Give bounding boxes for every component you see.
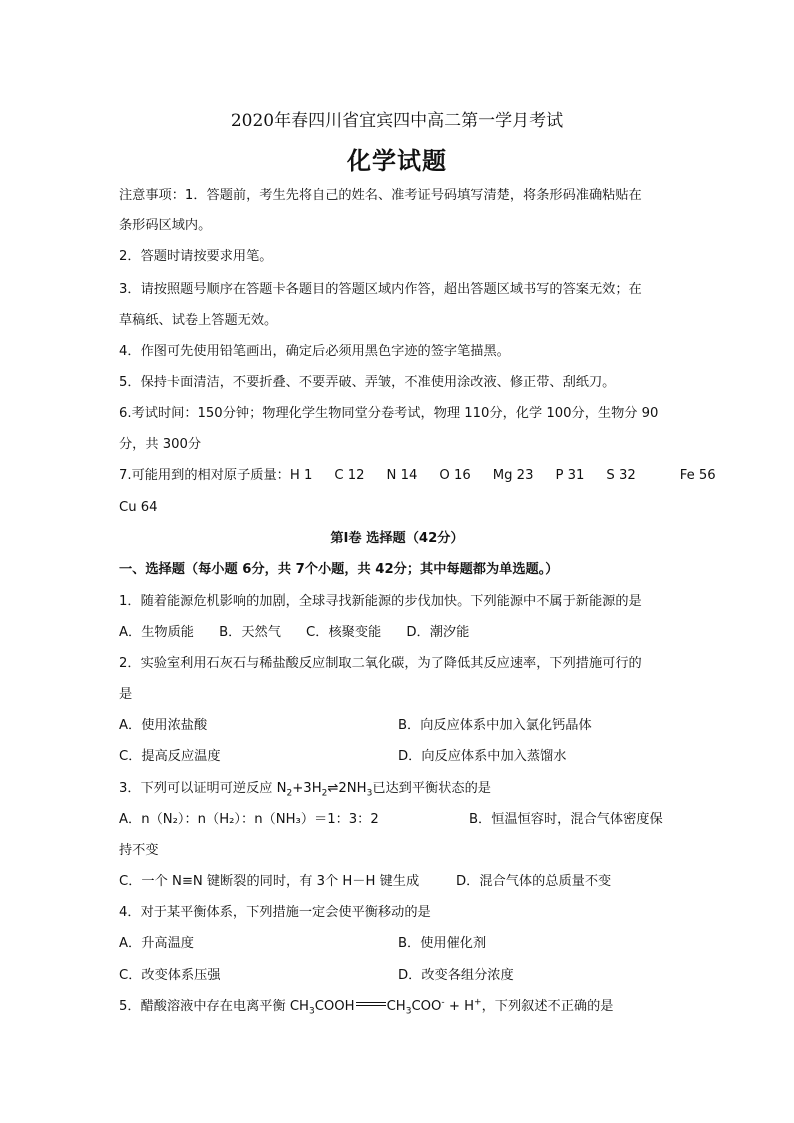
note-7-label: 7.可能用到的相对原子质量：	[119, 468, 290, 483]
atomic-mass-n: N 14	[386, 468, 418, 483]
q3-option-c: C．一个 N≡N 键断裂的同时，有 3个 H－H 键生成	[119, 874, 420, 889]
note-4: 4．作图可先使用铅笔画出，确定后必须用黑色字迹的签字笔描黑。	[119, 344, 510, 359]
notes-intro: 注意事项：1．答题前，考生先将自己的姓名、准考证号码填写清楚，将条形码准确粘贴在	[119, 188, 642, 203]
note-6: 6.考试时间：150分钟；物理化学生物同堂分卷考试，物理 110分，化学 100分，生物分 90	[119, 406, 659, 421]
note-3-cont: 草稿纸、试卷上答题无效。	[119, 313, 278, 328]
q4-stem: 4．对于某平衡体系，下列措施一定会使平衡移动的是	[119, 905, 431, 920]
q2-option-a: A．使用浓盐酸	[119, 718, 208, 733]
q2-options-row1	[119, 717, 679, 735]
q3-stem-pre: 3．下列可以证明可逆反应 N	[119, 781, 287, 796]
q2-option-d: D．向反应体系中加入蒸馏水	[398, 749, 567, 764]
part1-heading: 第Ⅰ卷 选择题（42分）	[330, 531, 464, 546]
note-7	[119, 467, 716, 485]
q3-options-row2	[119, 873, 679, 891]
atomic-mass-o: O 16	[439, 468, 471, 483]
atomic-mass-c: C 12	[334, 468, 365, 483]
q5-stem-post: ，下列叙述不正确的是	[481, 999, 614, 1014]
q2-option-c: C．提高反应温度	[119, 749, 221, 764]
section-title: 一、选择题（每小题 6分，共 7个小题，共 42分；其中每题都为单选题。）	[119, 562, 559, 577]
q3-option-b-cont: 持不变	[119, 843, 159, 858]
q3-option-d: D．混合气体的总质量不变	[456, 874, 612, 889]
note-3: 3．请按照题号顺序在答题卡各题目的答题区域内作答，超出答题区域书写的答案无效；在	[119, 282, 642, 297]
exam-title: 2020年春四川省宜宾四中高二第一学月考试	[230, 111, 564, 131]
q4-option-b: B．使用催化剂	[398, 936, 487, 951]
atomic-mass-fe: Fe 56	[679, 468, 716, 483]
q4-option-d: D．改变各组分浓度	[398, 968, 514, 983]
q3-stem-post: 已达到平衡状态的是	[372, 781, 491, 796]
q2-option-b: B．向反应体系中加入氯化钙晶体	[398, 718, 592, 733]
atomic-mass-p: P 31	[555, 468, 585, 483]
atomic-mass-mg: Mg 23	[492, 468, 534, 483]
q2-stem: 2．实验室利用石灰石与稀盐酸反应制取二氧化碳，为了降低其反应速率，下列措施可行的	[119, 656, 642, 671]
q2-options-row2	[119, 748, 679, 766]
q3-stem: 3．下列可以证明可逆反应 $N_2+3H_2\rightleftharpoons 2NH_3$已达到平衡状态的是	[119, 781, 491, 799]
notes-intro-cont: 条形码区域内。	[119, 218, 212, 233]
q1-options: A．生物质能 B．天然气 C．核聚变能 D．潮汐能	[119, 625, 470, 640]
atomic-mass-s: S 32	[606, 468, 636, 483]
note-5: 5．保持卡面清洁，不要折叠、不要弄破、弄皱，不准使用涂改液、修正带、刮纸刀。	[119, 375, 616, 390]
note-2: 2．答题时请按要求用笔。	[119, 249, 273, 264]
q3-option-b: B．恒温恒容时，混合气体密度保	[469, 812, 663, 827]
q5-stem-pre: 5．醋酸溶液中存在电离平衡 CH	[119, 999, 309, 1014]
q2-stem-cont: 是	[119, 687, 133, 702]
q4-options-row2	[119, 967, 679, 985]
q4-option-c: C．改变体系压强	[119, 968, 221, 983]
atomic-mass-h: H 1	[289, 468, 313, 483]
atomic-mass-cu: Cu 64	[119, 500, 158, 515]
subject-title: 化学试题	[347, 146, 447, 175]
q3-options-row1	[119, 811, 679, 829]
q4-option-a: A．升高温度	[119, 936, 194, 951]
equilibrium-arrow-icon	[355, 1001, 387, 1007]
q1-stem: 1．随着能源危机影响的加剧，全球寻找新能源的步伐加快。下列能源中不属于新能源的是	[119, 594, 642, 609]
q5-stem: 5．醋酸溶液中存在电离平衡 $CH_3COOH$ $CH_3COO^- + H^+$，下列叙述不正确的是	[119, 997, 614, 1017]
q4-options-row1	[119, 935, 679, 953]
note-6-cont: 分，共 300分	[119, 437, 202, 452]
q3-option-a: A．n（N₂）：n（H₂）：n（NH₃）＝1：3：2	[119, 812, 379, 827]
